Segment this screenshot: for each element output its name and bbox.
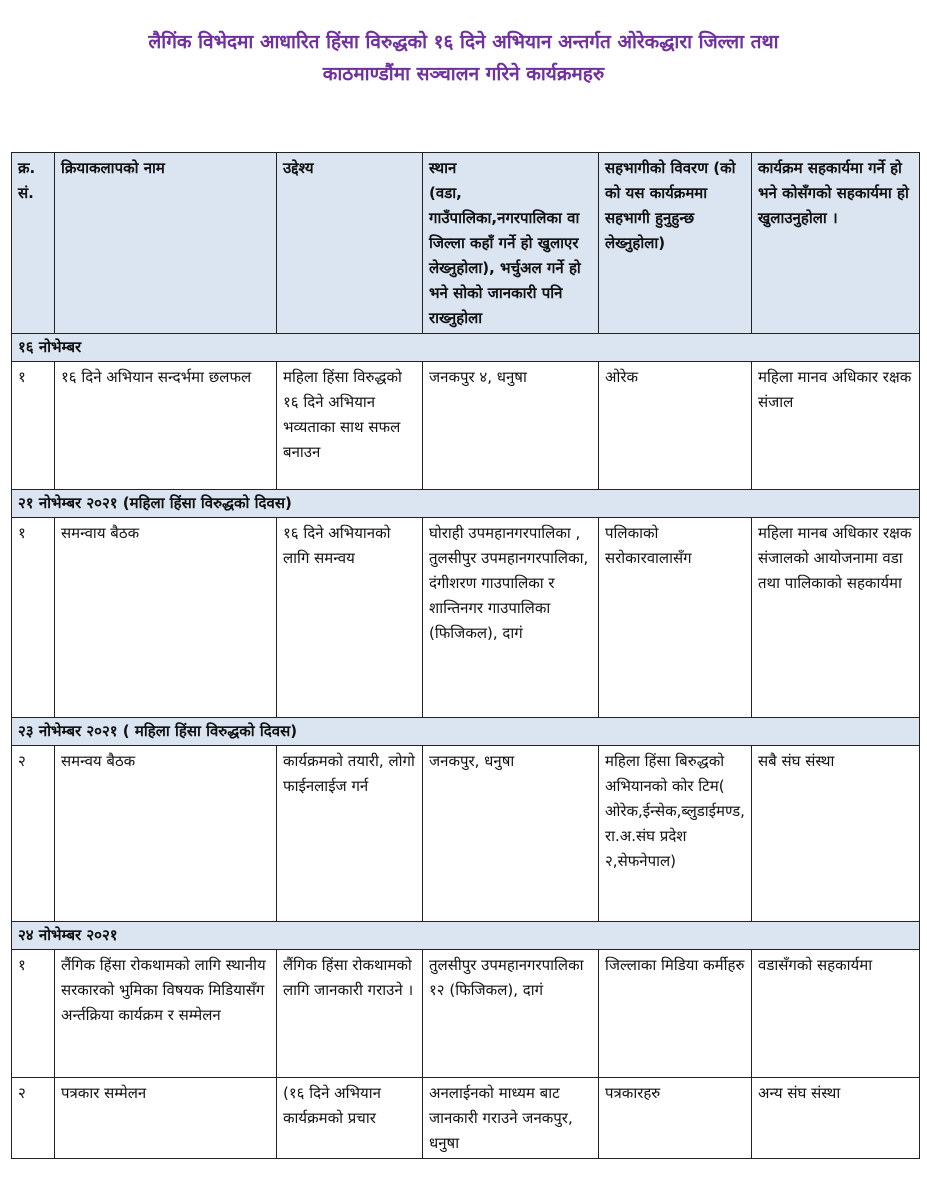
header-partner: कार्यक्रम सहकार्यमा गर्ने हो भने कोसँगको सहकार्यमा हो खुलाउनुहोला । [752,153,920,334]
cell-objective: (१६ दिने अभियान कार्यक्रमको प्रचार [277,1078,423,1159]
cell-participants: पलिकाको सरोकारवालासँग [599,518,752,718]
cell-activity: १६ दिने अभियान सन्दर्भमा छलफल [55,362,277,490]
document-title [0,26,927,90]
cell-partner: महिला मानव अधिकार रक्षक संजाल [752,362,920,490]
cell-objective: १६ दिने अभियानको लागि समन्वय [277,518,423,718]
cell-serial: २ [12,1078,55,1159]
header-location: स्थान (वडा, गाउँपालिका,नगरपालिका वा जिल्ला कहाँ गर्ने हो खुलाएर लेख्नुहोला), भर्चुअल गर्ने हो भने सोको जानकारी पनि राख्नुहोला [423,153,599,334]
table-row [12,362,920,490]
cell-activity: पत्रकार सम्मेलन [55,1078,277,1159]
program-table [11,152,920,1159]
cell-participants: पत्रकारहरु [599,1078,752,1159]
cell-partner: अन्य संघ संस्था [752,1078,920,1159]
section-row [12,334,920,362]
cell-location: जनकपुर ४, धनुषा [423,362,599,490]
cell-location: तुलसीपुर उपमहानगरपालिका १२ (फिजिकल), दागं [423,950,599,1078]
cell-participants: महिला हिंसा बिरुद्धको अभियानको कोर टिम( ओरेक,ईन्सेक,ब्लुडाईमण्ड,रा.अ.संघ प्रदेश २,सेफनेपाल) [599,746,752,922]
cell-partner: वडासँगको सहकार्यमा [752,950,920,1078]
header-objective: उद्देश्य [277,153,423,334]
cell-activity: समन्वय बैठक [55,746,277,922]
cell-serial: १ [12,518,55,718]
cell-partner: सबै संघ संस्था [752,746,920,922]
cell-objective: महिला हिंसा विरुद्धको १६ दिने अभियान भव्यताका साथ सफल बनाउन [277,362,423,490]
table-header-row [12,153,920,334]
title-line-2: काठमाण्डौंमा सञ्चालन गरिने कार्यक्रमहरु [322,63,605,85]
cell-objective: कार्यक्रमको तयारी, लोगो फाईनलाईज गर्न [277,746,423,922]
section-label: १६ नोभेम्बर [12,334,920,362]
table-row [12,746,920,922]
header-activity-name: क्रियाकलापको नाम [55,153,277,334]
title-line-1: लैगिंक विभेदमा आधारित हिंसा विरुद्धको १६ दिने अभियान अन्तर्गत ओरेकद्धारा जिल्ला तथा [148,31,779,53]
section-row [12,718,920,746]
section-row [12,922,920,950]
cell-location: जनकपुर, धनुषा [423,746,599,922]
cell-activity: लैंगिक हिंसा रोकथामको लागि स्थानीय सरकारको भुमिका विषयक मिडियासँग अर्न्तक्रिया कार्यक्रम र सम्मेलन [55,950,277,1078]
section-label: २१ नोभेम्बर २०२१ (महिला हिंसा विरुद्धको दिवस) [12,490,920,518]
section-label: २४ नोभेम्बर २०२१ [12,922,920,950]
cell-serial: १ [12,950,55,1078]
cell-participants: ओरेक [599,362,752,490]
table-row [12,1078,920,1159]
cell-partner: महिला मानब अधिकार रक्षक संजालको आयोजनामा वडा तथा पालिकाको सहकार्यमा [752,518,920,718]
table-row [12,950,920,1078]
cell-location: अनलाईनको माध्यम बाट जानकारी गराउने जनकपुर, धनुषा [423,1078,599,1159]
cell-participants: जिल्लाका मिडिया कर्मीहरु [599,950,752,1078]
cell-activity: समन्वाय बैठक [55,518,277,718]
header-serial-number: क्र. सं. [12,153,55,334]
cell-serial: २ [12,746,55,922]
cell-objective: लैंगिक हिंसा रोकथामको लागि जानकारी गराउने । [277,950,423,1078]
section-row [12,490,920,518]
cell-serial: १ [12,362,55,490]
section-label: २३ नोभेम्बर २०२१ ( महिला हिंसा विरुद्धको दिवस) [12,718,920,746]
cell-location: घोराही उपमहानगरपालिका , तुलसीपुर उपमहानगरपालिका, दंगीशरण गाउपालिका र शान्तिनगर गाउपालिका (फिजिकल), दागं [423,518,599,718]
table-row [12,518,920,718]
header-participants: सहभागीको विवरण (को को यस कार्यक्रममा सहभागी हुनुहुन्छ लेख्नुहोला) [599,153,752,334]
